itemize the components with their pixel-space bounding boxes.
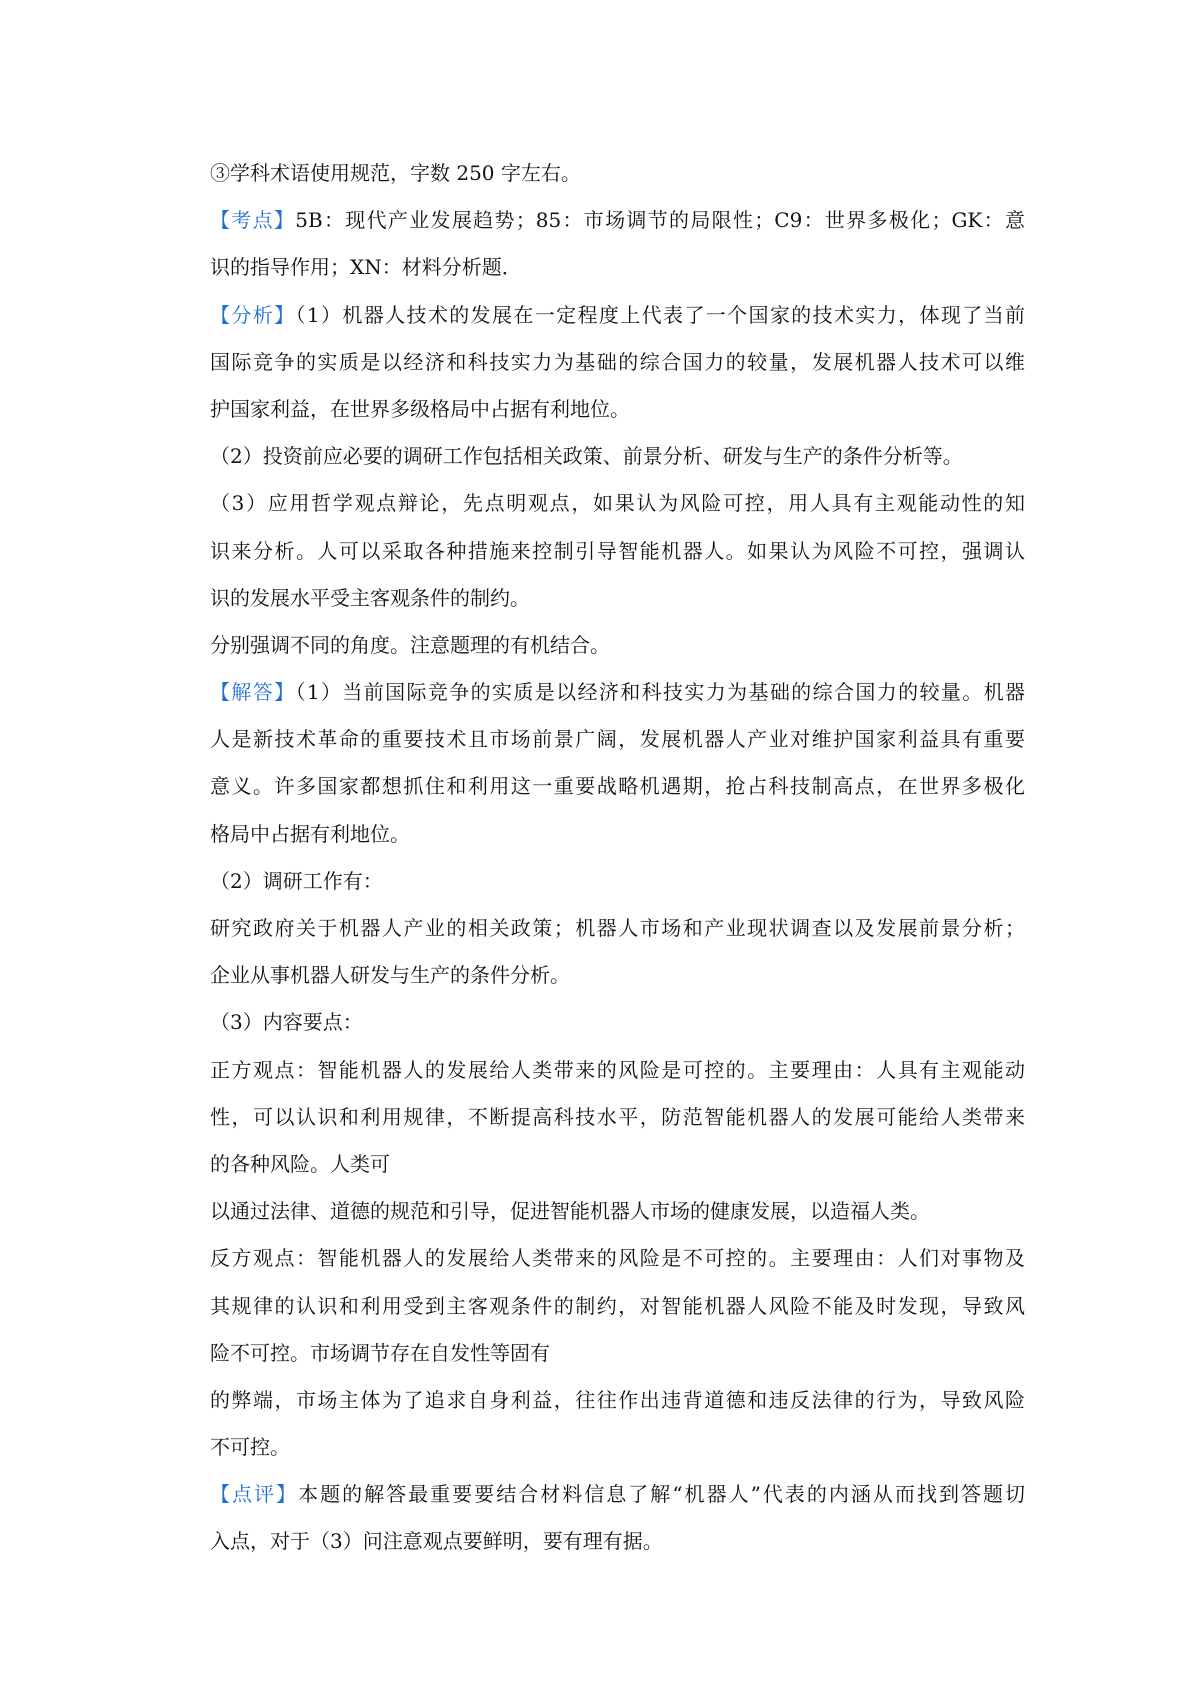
text-line	[210, 1424, 1025, 1471]
text-line	[210, 528, 1025, 575]
text-line	[210, 1188, 1025, 1235]
text-line	[210, 763, 1025, 810]
text-line	[210, 150, 1025, 197]
text-line	[210, 386, 1025, 433]
text-line	[210, 244, 1025, 291]
text-line	[210, 1094, 1025, 1141]
line-text: 识的指导作用；XN：材料分析题．	[210, 255, 522, 280]
text-line	[210, 1471, 1025, 1518]
line-text: 识来分析。人可以采取各种措施来控制引导智能机器人。如果认为风险不可控，强调认	[210, 538, 1025, 563]
text-line	[210, 999, 1025, 1046]
text-line	[210, 292, 1025, 339]
line-text: 意义。许多国家都想抓住和利用这一重要战略机遇期，抢占科技制高点，在世界多极化	[210, 774, 1025, 799]
line-text: 不可控。	[210, 1435, 290, 1460]
line-text: 入点，对于（3）问注意观点要鲜明，要有理有据。	[210, 1529, 663, 1554]
line-text: 分别强调不同的角度。注意题理的有机结合。	[210, 632, 610, 657]
text-line	[210, 1047, 1025, 1094]
line-text: （3）应用哲学观点辩论，先点明观点，如果认为风险可控，用人具有主观能动性的知	[210, 491, 1025, 516]
text-line	[210, 1377, 1025, 1424]
line-text: 国际竞争的实质是以经济和科技实力为基础的综合国力的较量，发展机器人技术可以维	[210, 349, 1025, 374]
text-line	[210, 622, 1025, 669]
line-text: 格局中占据有利地位。	[210, 821, 410, 846]
text-line	[210, 433, 1025, 480]
line-text: 以通过法律、道德的规范和引导，促进智能机器人市场的健康发展，以造福人类。	[210, 1199, 930, 1224]
line-text: 研究政府关于机器人产业的相关政策；机器人市场和产业现状调查以及发展前景分析；	[210, 916, 1025, 940]
text-line	[210, 1283, 1025, 1330]
line-text: 其规律的认识和利用受到主客观条件的制约，对智能机器人风险不能及时发现，导致风	[210, 1293, 1025, 1318]
line-text: 5B：现代产业发展趋势；85：市场调节的局限性；C9：世界多极化；GK：意	[295, 208, 1025, 233]
line-text: （1）机器人技术的发展在一定程度上代表了一个国家的技术实力，体现了当前	[295, 302, 1026, 327]
line-text: （1）当前国际竞争的实质是以经济和科技实力为基础的综合国力的较量。机器	[295, 680, 1026, 705]
line-text: （2）调研工作有：	[210, 868, 383, 893]
text-line	[210, 197, 1025, 244]
line-text: 识的发展水平受主客观条件的制约。	[210, 585, 530, 610]
text-line	[210, 952, 1025, 999]
text-line	[210, 1235, 1025, 1282]
text-line	[210, 811, 1025, 858]
line-text: 人是新技术革命的重要技术且市场前景广阔，发展机器人产业对维护国家利益具有重要	[210, 727, 1025, 752]
line-text: 正方观点：智能机器人的发展给人类带来的风险是可控的。主要理由：人具有主观能动	[210, 1057, 1025, 1082]
section-tag: 【考点】	[210, 208, 296, 233]
line-text: （3）内容要点：	[210, 1010, 363, 1035]
text-line	[210, 1518, 1025, 1565]
line-text: （2）投资前应必要的调研工作包括相关政策、前景分析、研发与生产的条件分析等。	[210, 444, 963, 469]
text-line	[210, 669, 1025, 716]
section-tag: 【解答】	[210, 680, 296, 705]
section-tag: 【点评】	[210, 1482, 299, 1507]
line-text: 的各种风险。人类可	[210, 1151, 390, 1176]
text-line	[210, 339, 1025, 386]
line-text: 性，可以认识和利用规律，不断提高科技水平，防范智能机器人的发展可能给人类带来	[210, 1104, 1025, 1129]
line-text: 本题的解答最重要要结合材料信息了解“机器人”代表的内涵从而找到答题切	[298, 1482, 1025, 1507]
section-tag: 【分析】	[210, 302, 296, 327]
text-line	[210, 858, 1025, 905]
text-line	[210, 905, 1025, 952]
text-line	[210, 716, 1025, 763]
document-body	[210, 150, 1025, 1566]
line-text: 险不可控。市场调节存在自发性等固有	[210, 1340, 550, 1365]
text-line	[210, 575, 1025, 622]
text-line	[210, 1141, 1025, 1188]
line-text: ③学科术语使用规范，字数 250 字左右。	[210, 161, 581, 185]
text-line	[210, 1330, 1025, 1377]
line-text: 反方观点：智能机器人的发展给人类带来的风险是不可控的。主要理由：人们对事物及	[210, 1246, 1025, 1271]
line-text: 护国家利益，在世界多级格局中占据有利地位。	[210, 396, 630, 421]
line-text: 的弊端，市场主体为了追求自身利益，往往作出违背道德和违反法律的行为，导致风险	[210, 1387, 1025, 1412]
text-line	[210, 480, 1025, 527]
line-text: 企业从事机器人研发与生产的条件分析。	[210, 963, 570, 988]
